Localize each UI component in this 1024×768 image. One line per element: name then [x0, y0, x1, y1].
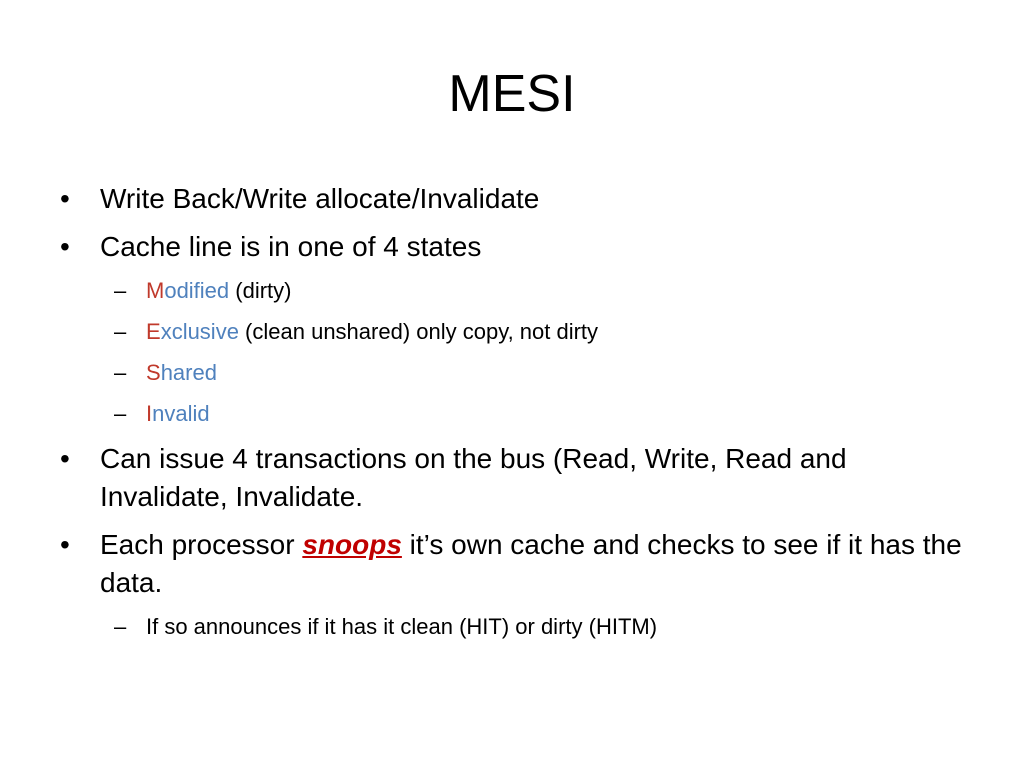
dash-marker: –	[114, 278, 127, 303]
dash-marker: –	[114, 401, 127, 426]
state-name-rest: hared	[160, 360, 217, 385]
state-note: (clean unshared) only copy, not dirty	[238, 319, 599, 344]
state-note: (dirty)	[229, 278, 292, 303]
bullet-marker: •	[60, 529, 70, 560]
dash-marker: –	[114, 319, 127, 344]
bullet-marker: •	[60, 443, 70, 474]
dash-marker: –	[114, 360, 127, 385]
dash-marker: –	[114, 614, 127, 639]
bullet-marker: •	[60, 183, 70, 214]
bullet-text-after: it’s own cache and checks to see if it has the data.	[100, 529, 962, 598]
slide-body	[60, 180, 980, 653]
bullet-item-write-policy	[60, 180, 980, 218]
bullet-item-snoop	[60, 526, 980, 602]
sub-item-shared	[60, 358, 980, 388]
state-initial: I	[146, 401, 153, 426]
sub-item-exclusive	[60, 317, 980, 347]
state-initial: E	[146, 319, 161, 344]
bullet-text: Cache line is in one of 4 states	[100, 231, 482, 262]
sub-item-modified	[60, 276, 980, 306]
state-name-rest: odified	[164, 278, 230, 303]
bullet-item-transactions	[60, 440, 980, 516]
state-initial: M	[146, 278, 165, 303]
bullet-text: Can issue 4 transactions on the bus (Read, Write, Read and Invalidate, Invalidate.	[100, 443, 847, 512]
slide-title: MESI	[448, 65, 576, 123]
bullet-item-cache-states	[60, 228, 980, 266]
bullet-marker: •	[60, 231, 70, 262]
bullet-text: Write Back/Write allocate/Invalidate	[100, 183, 540, 214]
bullet-text-before: Each processor	[100, 529, 303, 560]
sub-item-announce	[60, 612, 980, 642]
sub-item-invalid	[60, 399, 980, 429]
state-initial: S	[146, 360, 161, 385]
emphasis-snoops: snoops	[302, 529, 402, 560]
state-name-rest: xclusive	[160, 319, 239, 344]
sub-item-text: If so announces if it has it clean (HIT) or dirty (HITM)	[146, 614, 658, 639]
state-name-rest: nvalid	[152, 401, 210, 426]
